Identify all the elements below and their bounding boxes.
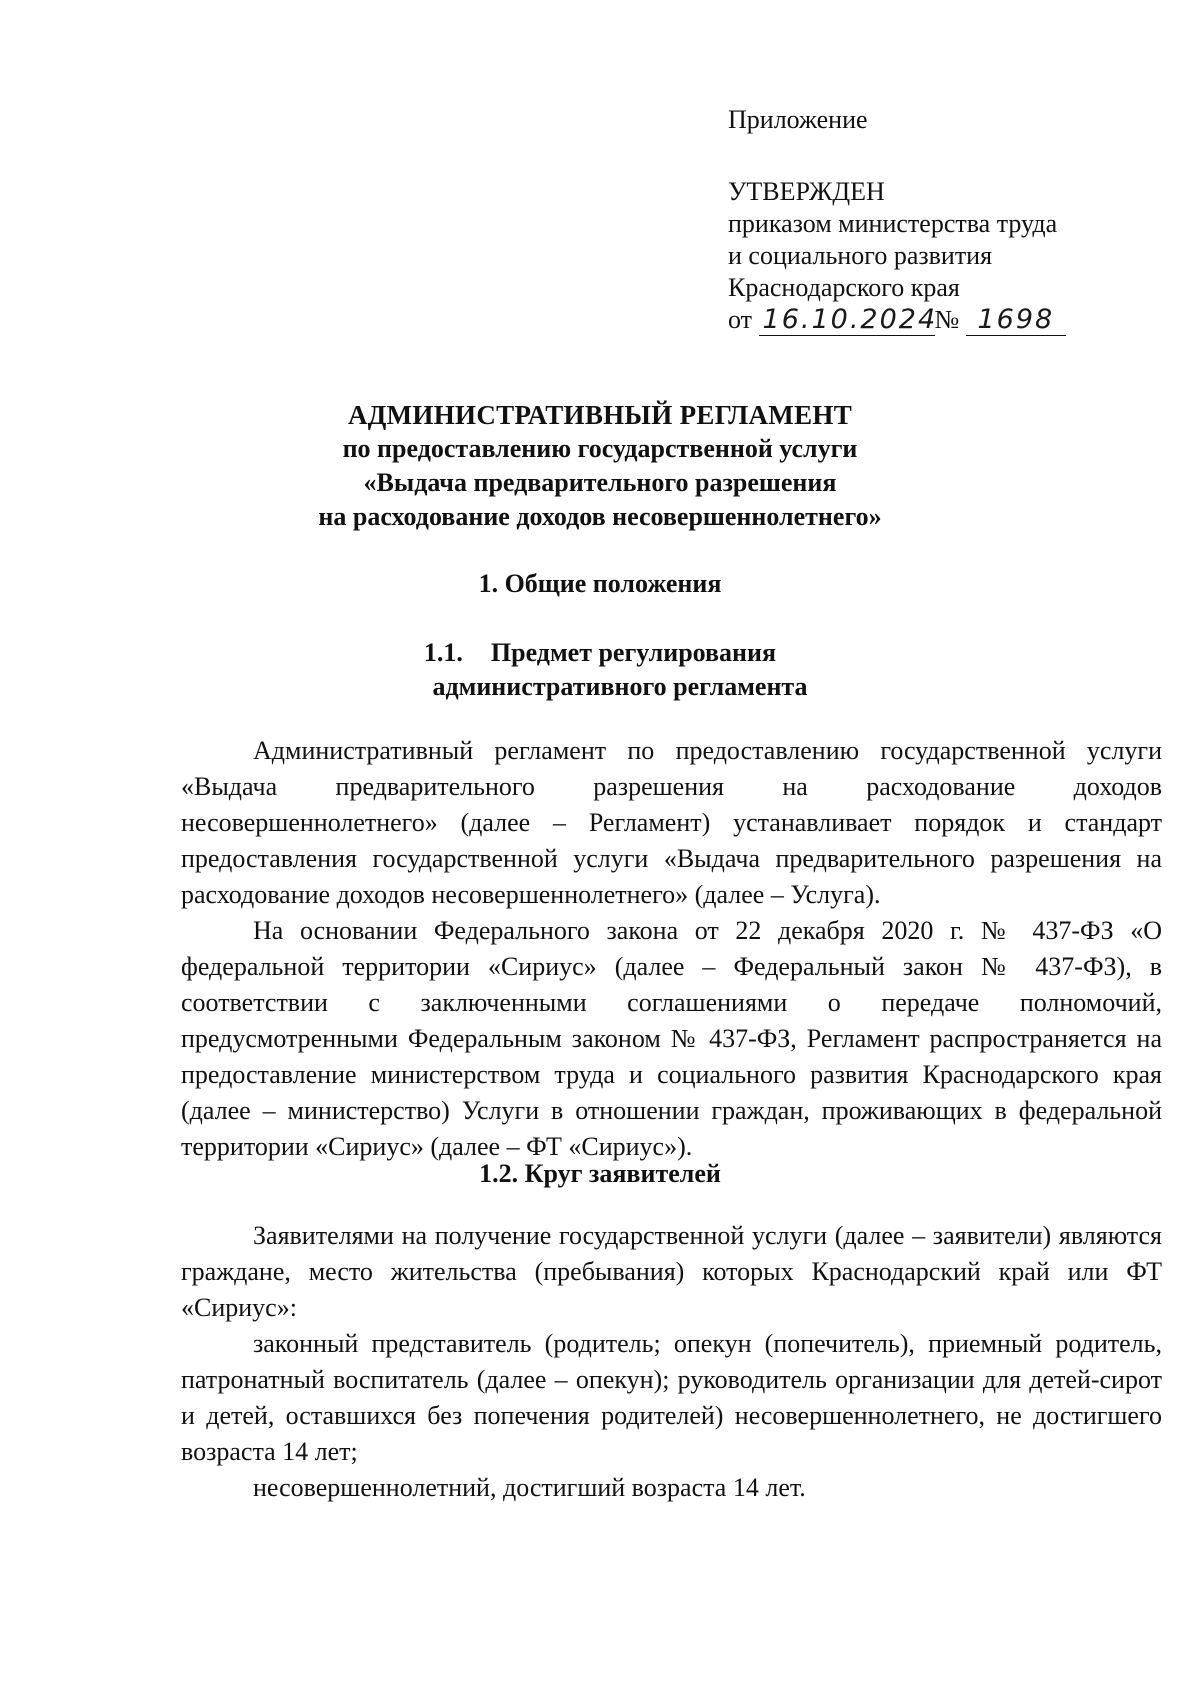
order-date-line [728,304,1128,336]
approved-by-line-3: Краснодарского края [728,273,960,302]
subsection-title-line-2: административного регламента [432,672,808,701]
approved-label: УТВЕРЖДЕН [728,177,885,206]
paragraph: На основании Федерального закона от 22 декабря 2020 г. № 437-ФЗ «О федеральной территории «Сириус» (далее – Федеральный закон № 437-ФЗ), в соответствии с заключенными соглашениями о передаче полномочий, предусмотренными Федеральным законом № 437-ФЗ, Регламент распространяется на предоставление министерством труда и социального развития Краснодарского края (далее – министерство) Услуги в отношении граждан, проживающих в федеральной территории «Сириус» (далее – ФТ «Сириус»). [181,916,1162,1161]
approval-block [728,104,1128,336]
document-title [0,398,1200,534]
title-line-1: АДМИНИСТРАТИВНЫЙ РЕГЛАМЕНТ [347,400,853,430]
subsection-number: 1.1. [423,638,463,667]
paragraph: Административный регламент по предоставлению государственной услуги «Выдача предварительного разрешения на расходование доходов несовершеннолетнего» (далее – Регламент) устанавливает порядок и стандарт предоставления государственной услуги «Выдача предварительного разрешения на расходование доходов несовершеннолетнего» (далее – Услуга). [181,736,1162,909]
appendix-label: Приложение [728,105,868,134]
handwritten-number: 1698 [966,305,1066,336]
paragraph: Заявителями на получение государственной услуги (далее – заявители) являются граждане, место жительства (пребывания) которых Краснодарский край или ФТ «Сириус»: [181,1221,1162,1322]
subsection-heading-1-1 [0,636,1200,704]
body-text-block-2 [181,1218,1162,1506]
paragraph: законный представитель (родитель; опекун (попечитель), приемный родитель, патронатный воспитатель (далее – опекун); руководитель организации для детей-сирот и детей, оставшихся без попечения родителей) несовершеннолетнего, не достигшего возраста 14 лет; [181,1329,1162,1466]
number-prefix: № [934,305,960,334]
approved-by-line-2: и социального развития [728,241,993,270]
title-line-2: по предоставлению государственной услуги [342,434,858,463]
approved-by-line-1: приказом министерства труда [728,209,1058,238]
subsection-title-line-1: Предмет регулирования [490,638,777,667]
paragraph: несовершеннолетний, достигший возраста 14 лет. [253,1473,806,1502]
title-line-4: на расходование доходов несовершеннолетнего» [318,502,882,531]
section-heading-1: 1. Общие положения [478,569,722,598]
handwritten-date: 16.10.2024 [759,305,935,336]
title-line-3: «Выдача предварительного разрешения [363,468,837,497]
body-text-block-1 [181,733,1162,1165]
date-prefix: от [728,305,753,334]
subsection-heading-1-2: 1.2. Круг заявителей [479,1159,721,1188]
